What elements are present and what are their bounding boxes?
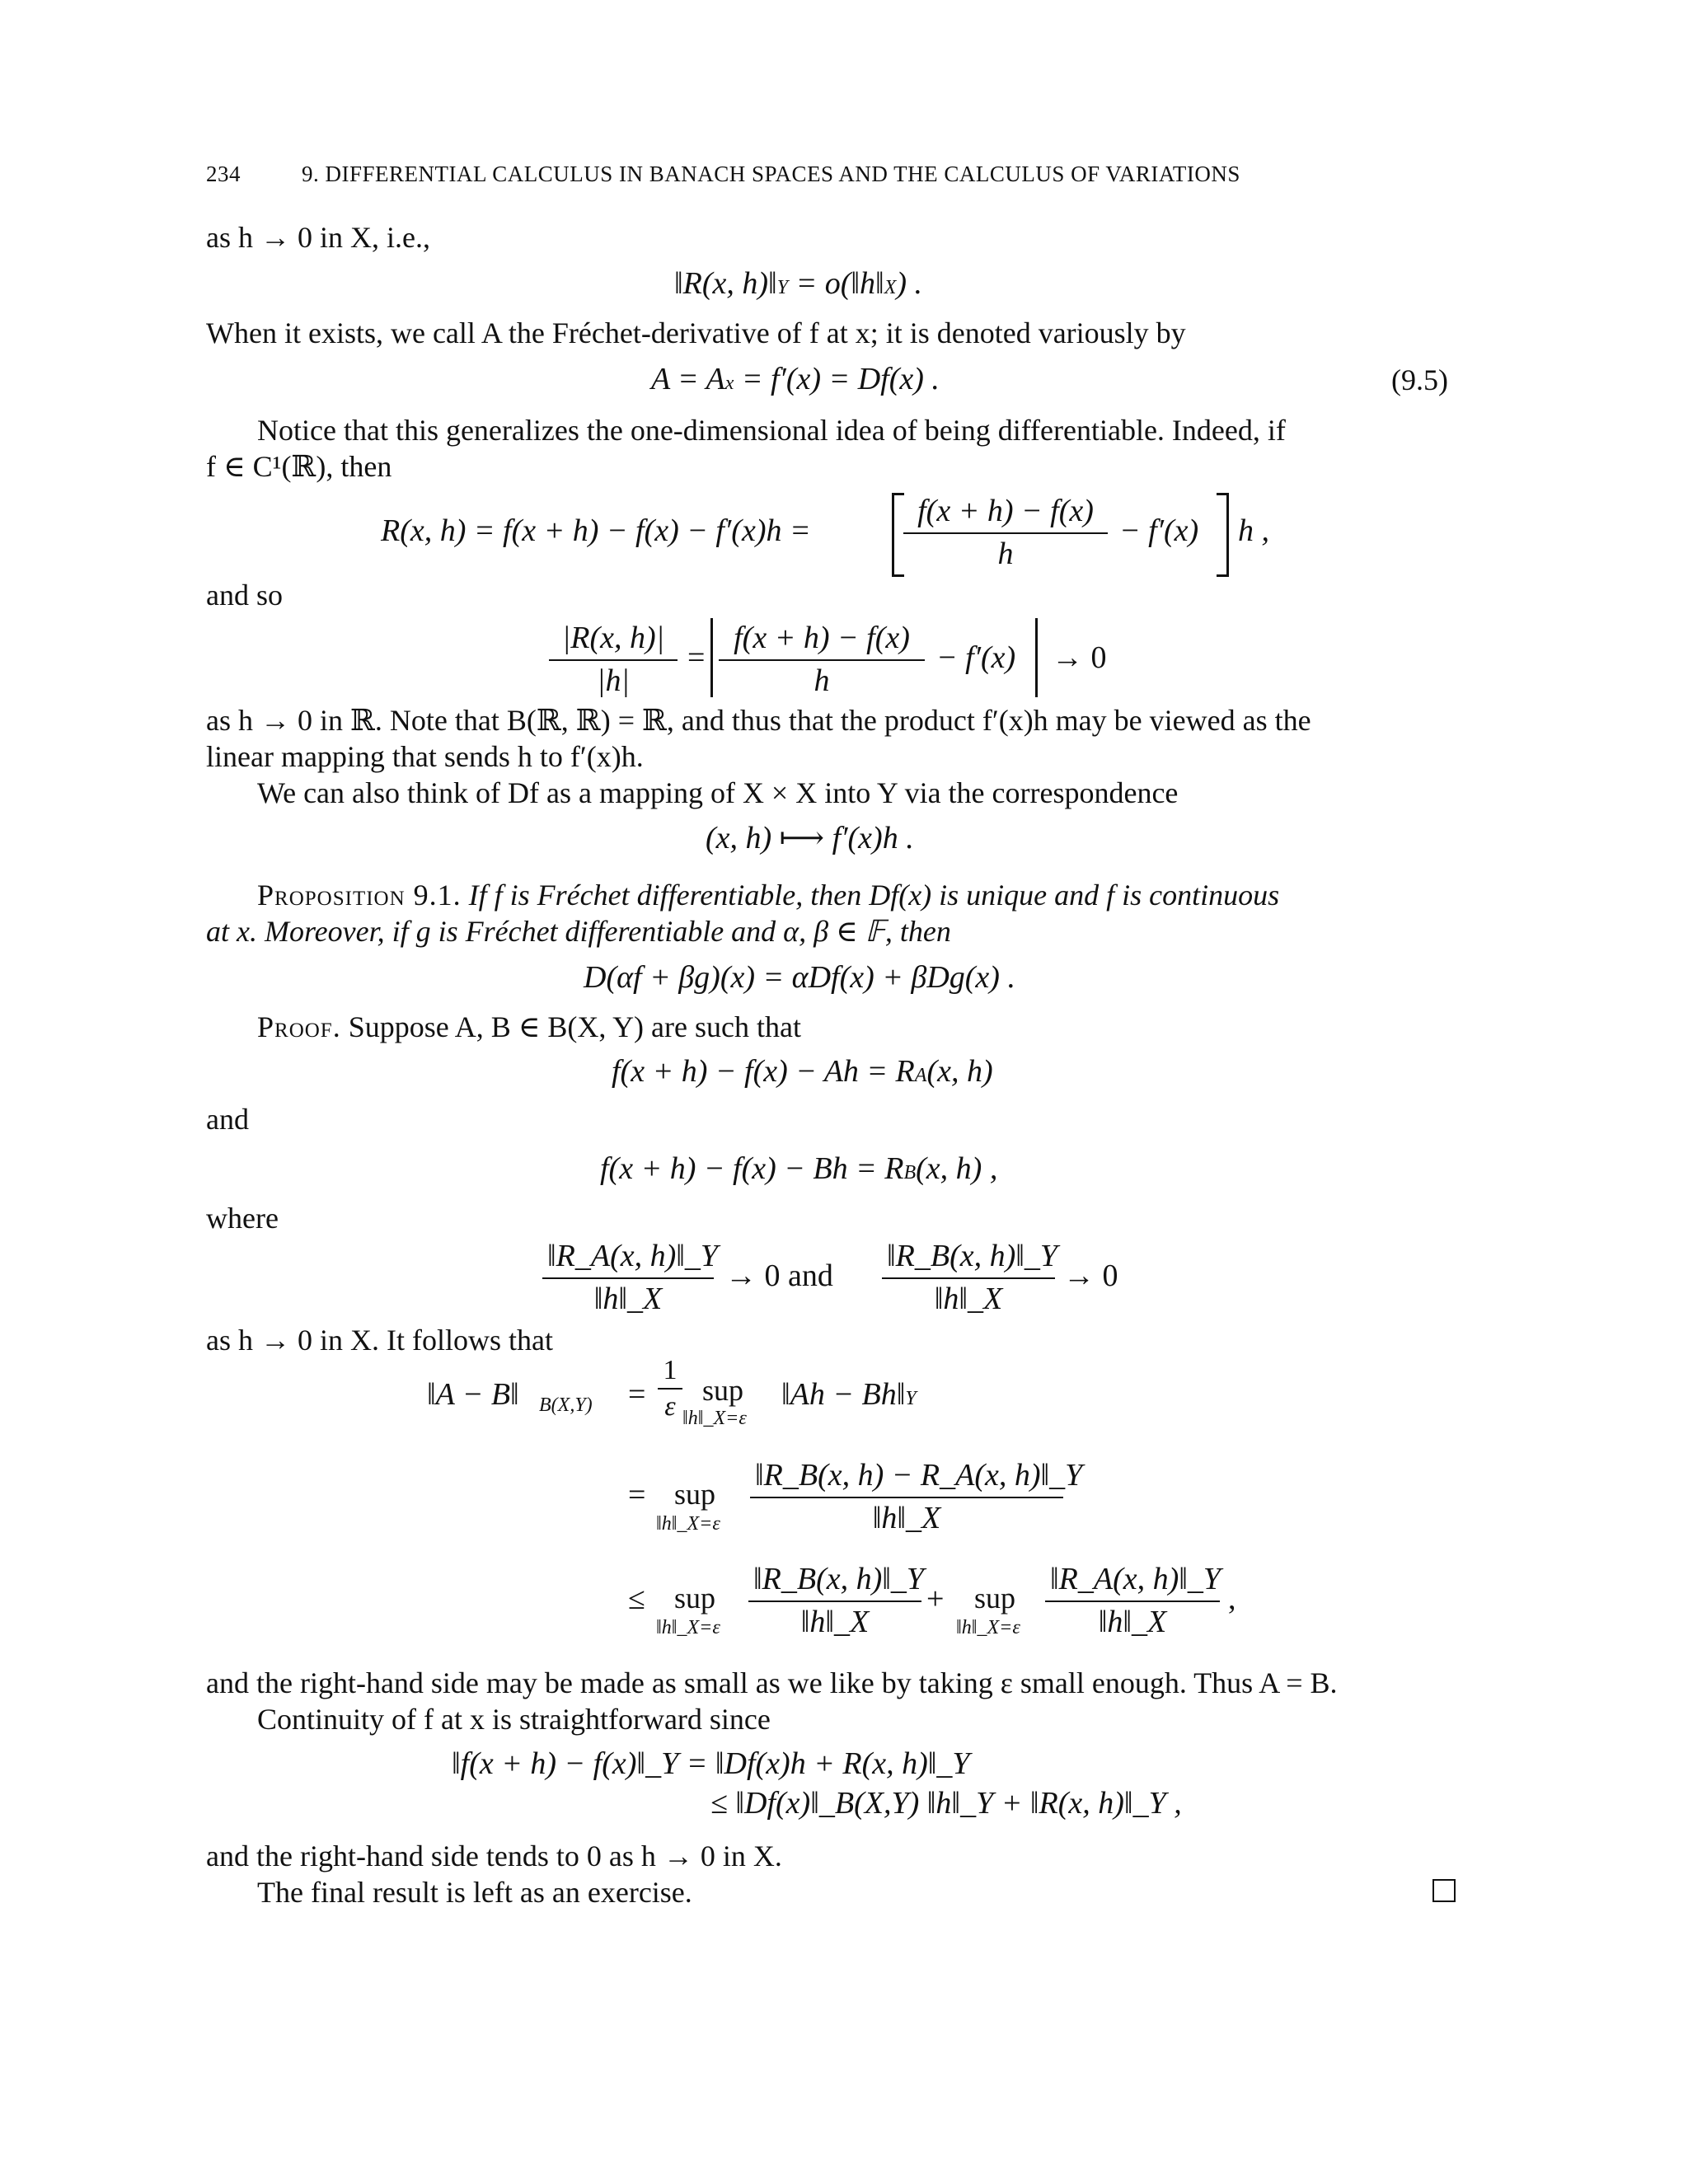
text-line: as h → 0 in ℝ. Note that B(ℝ, ℝ) = ℝ, and thus that the product f′(x)h may be viewed as the	[206, 704, 1311, 737]
equation-number: (9.5)	[1391, 363, 1448, 396]
fraction: $\frac{‖R\_B(x, h) - R\_A(x, h)‖\_Y}{‖h‖\_X}$	[750, 1457, 1063, 1536]
fraction: $\frac{‖R\_B(x, h)‖\_Y}{‖h‖\_X}$	[882, 1238, 1055, 1317]
equation: D(αf + βg)(x) = αDf(x) + βDg(x) .	[584, 960, 1015, 995]
sup-operator: sup	[674, 1478, 716, 1511]
subscript: ‖h‖_X=ε	[656, 1617, 720, 1638]
qed-box-icon	[1432, 1879, 1456, 1902]
equation: ‖R(x, h)‖Y = o(‖h‖X) .	[674, 266, 923, 301]
equals: =	[687, 640, 706, 675]
proof-label: Proof.	[257, 1010, 341, 1043]
text-line: where	[206, 1202, 279, 1235]
equation: − f′(x)	[936, 640, 1016, 675]
text-line: f ∈ C¹(ℝ), then	[206, 450, 392, 483]
equation: → 0	[1052, 640, 1107, 675]
equation: f(x + h) − f(x) − Ah = RA(x, h)	[612, 1054, 993, 1089]
proposition-label: Proposition 9.1.	[257, 879, 462, 912]
subscript: ‖h‖_X=ε	[656, 1513, 720, 1535]
leq: ≤	[628, 1582, 645, 1616]
equation: ,	[1228, 1582, 1236, 1616]
fraction: $\frac{|R(x, h)|}{|h|}$	[549, 620, 678, 699]
text-line: as h → 0 in X, i.e.,	[206, 221, 430, 254]
text-line: and	[206, 1103, 249, 1136]
text-line: Continuity of f at x is straightforward since	[257, 1703, 771, 1736]
fraction: $\frac{1}{\varepsilon}$	[658, 1355, 682, 1422]
equation: ≤ ‖Df(x)‖_B(X,Y) ‖h‖_Y + ‖R(x, h)‖_Y ,	[710, 1786, 1182, 1821]
text-line: and the right-hand side may be made as small as we like by taking ε small enough. Thus A = B.	[206, 1666, 1338, 1699]
proof: Proof. Suppose A, B ∈ B(X, Y) are such that	[257, 1010, 801, 1043]
left-bracket	[892, 493, 904, 577]
subscript: ‖h‖_X=ε	[956, 1617, 1020, 1638]
equals: =	[628, 1377, 646, 1412]
abs-bar-left	[710, 618, 713, 697]
equation: ‖Ah − Bh‖Y	[781, 1377, 917, 1412]
text-line: We can also think of Df as a mapping of X × X into Y via the correspondence	[257, 776, 1179, 809]
equation: ‖f(x + h) − f(x)‖_Y = ‖Df(x)h + R(x, h)‖_Y	[452, 1746, 970, 1781]
equation: f(x + h) − f(x) − Bh = RB(x, h) ,	[600, 1151, 998, 1186]
equation: h ,	[1238, 513, 1269, 548]
running-title: 9. DIFFERENTIAL CALCULUS IN BANACH SPACES AND THE CALCULUS OF VARIATIONS	[302, 162, 1240, 186]
text-line: at x. Moreover, if g is Fréchet differentiable and α, β ∈ 𝔽, then	[206, 915, 951, 948]
equation: → 0	[1063, 1258, 1118, 1293]
fraction: $\frac{f(x + h) - f(x)}{h}$	[719, 620, 925, 699]
text-line: Notice that this generalizes the one-dimensional idea of being differentiable. Indeed, if	[257, 414, 1286, 447]
text-line: and the right-hand side tends to 0 as h → 0 in X.	[206, 1840, 782, 1872]
fraction: $\frac{‖R\_A(x, h)‖\_Y}{‖h‖\_X}$	[1045, 1561, 1220, 1640]
text-line: as h → 0 in X. It follows that	[206, 1324, 553, 1357]
equation: (x, h) ⟼ f′(x)h .	[706, 821, 914, 855]
equation: R(x, h) = f(x + h) − f(x) − f′(x)h =	[381, 513, 811, 548]
subscript: ‖h‖_X=ε	[682, 1408, 747, 1429]
fraction: $\frac{f(x + h) - f(x)}{h}$	[903, 493, 1108, 572]
right-bracket	[1217, 493, 1229, 577]
sup-operator: sup	[974, 1582, 1016, 1615]
text-line: linear mapping that sends h to f′(x)h.	[206, 740, 644, 773]
equation: → 0 and	[725, 1258, 833, 1293]
equals: =	[628, 1478, 646, 1512]
subscript: B(X,Y)	[539, 1394, 593, 1416]
fraction: $\frac{‖R\_B(x, h)‖\_Y}{‖h‖\_X}$	[748, 1561, 921, 1640]
equation: ‖A − B‖	[427, 1377, 519, 1412]
sup-operator: sup	[702, 1374, 744, 1407]
text-line: and so	[206, 579, 283, 612]
text-line: The final result is left as an exercise.	[257, 1876, 692, 1909]
proposition: Proposition 9.1. If f is Fréchet differentiable, then Df(x) is unique and f is continuous	[257, 879, 1280, 912]
plus: +	[926, 1582, 945, 1616]
text-line: When it exists, we call A the Fréchet-derivative of f at x; it is denoted variously by	[206, 316, 1186, 349]
equation: − f′(x)	[1119, 513, 1199, 548]
sup-operator: sup	[674, 1582, 716, 1615]
equation: A = Ax = f′(x) = Df(x) .	[651, 362, 940, 396]
page-number: 234	[206, 162, 241, 186]
fraction: $\frac{‖R\_A(x, h)‖\_Y}{‖h‖\_X}$	[542, 1238, 714, 1317]
abs-bar-right	[1035, 618, 1038, 697]
